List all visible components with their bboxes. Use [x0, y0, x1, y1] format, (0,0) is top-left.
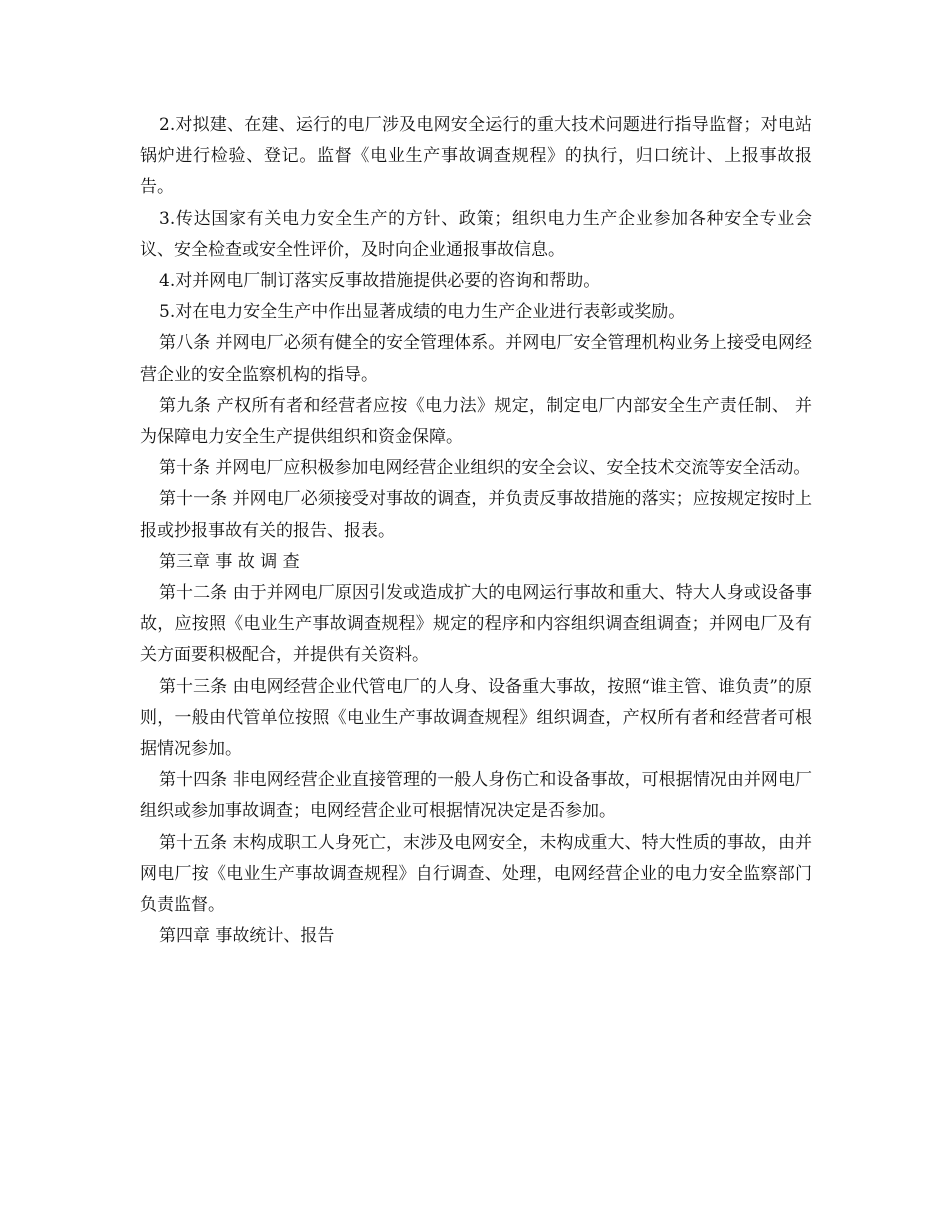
- article-13: 第十三条 由电网经营企业代管电厂的人身、设备重大事故，按照“谁主管、谁负责”的原则，一般由代管单位按照《电业生产事故调查规程》组织调查，产权所有者和经营者可根据情况参加。: [140, 676, 812, 760]
- paragraph-item-2: 2.对拟建、在建、运行的电厂涉及电网安全运行的重大技术问题进行指导监督；对电站锅炉进行检验、登记。监督《电业生产事故调查规程》的执行，归口统计、上报事故报告。: [140, 115, 812, 198]
- article-10: 第十条 并网电厂应积极参加电网经营企业组织的安全会议、安全技术交流等安全活动。: [159, 458, 811, 479]
- article-8: 第八条 并网电厂必须有健全的安全管理体系。并网电厂安全管理机构业务上接受电网经营企业的安全监察机构的指导。: [140, 333, 812, 385]
- paragraph-item-3: 3.传达国家有关电力安全生产的方针、政策；组织电力生产企业参加各种安全专业会议、安全检查或安全性评价，及时向企业通报事故信息。: [140, 208, 812, 260]
- document-body: [140, 110, 812, 952]
- article-14: 第十四条 非电网经营企业直接管理的一般人身伤亡和设备事故，可根据情况由并网电厂组织或参加事故调查；电网经营企业可根据情况决定是否参加。: [140, 770, 812, 822]
- paragraph-item-4: 4.对并网电厂制订落实反事故措施提供必要的咨询和帮助。: [159, 271, 601, 292]
- article-15: 第十五条 末构成职工人身死亡，末涉及电网安全，未构成重大、特大性质的事故，由并网电厂按《电业生产事故调查规程》自行调查、处理，电网经营企业的电力安全监察部门负责监督。: [140, 832, 812, 916]
- chapter-4-heading: 第四章 事故统计、报告: [159, 926, 335, 947]
- article-12: 第十二条 由于并网电厂原因引发或造成扩大的电网运行事故和重大、特大人身或设备事故，应按照《电业生产事故调查规程》规定的程序和内容组织调查组调查；并网电厂及有关方面要积极配合，并提供有关资料。: [140, 583, 812, 666]
- chapter-3-heading: 第三章 事 故 调 查: [159, 551, 300, 572]
- article-9: 第九条 产权所有者和经营者应按《电力法》规定，制定电厂内部安全生产责任制、 并为保障电力安全生产提供组织和资金保障。: [140, 395, 812, 448]
- paragraph-item-5: 5.对在电力安全生产中作出显著成绩的电力生产企业进行表彰或奖励。: [159, 302, 686, 323]
- article-11: 第十一条 并网电厂必须接受对事故的调查，并负责反事故措施的落实；应按规定按时上报或抄报事故有关的报告、报表。: [140, 489, 812, 541]
